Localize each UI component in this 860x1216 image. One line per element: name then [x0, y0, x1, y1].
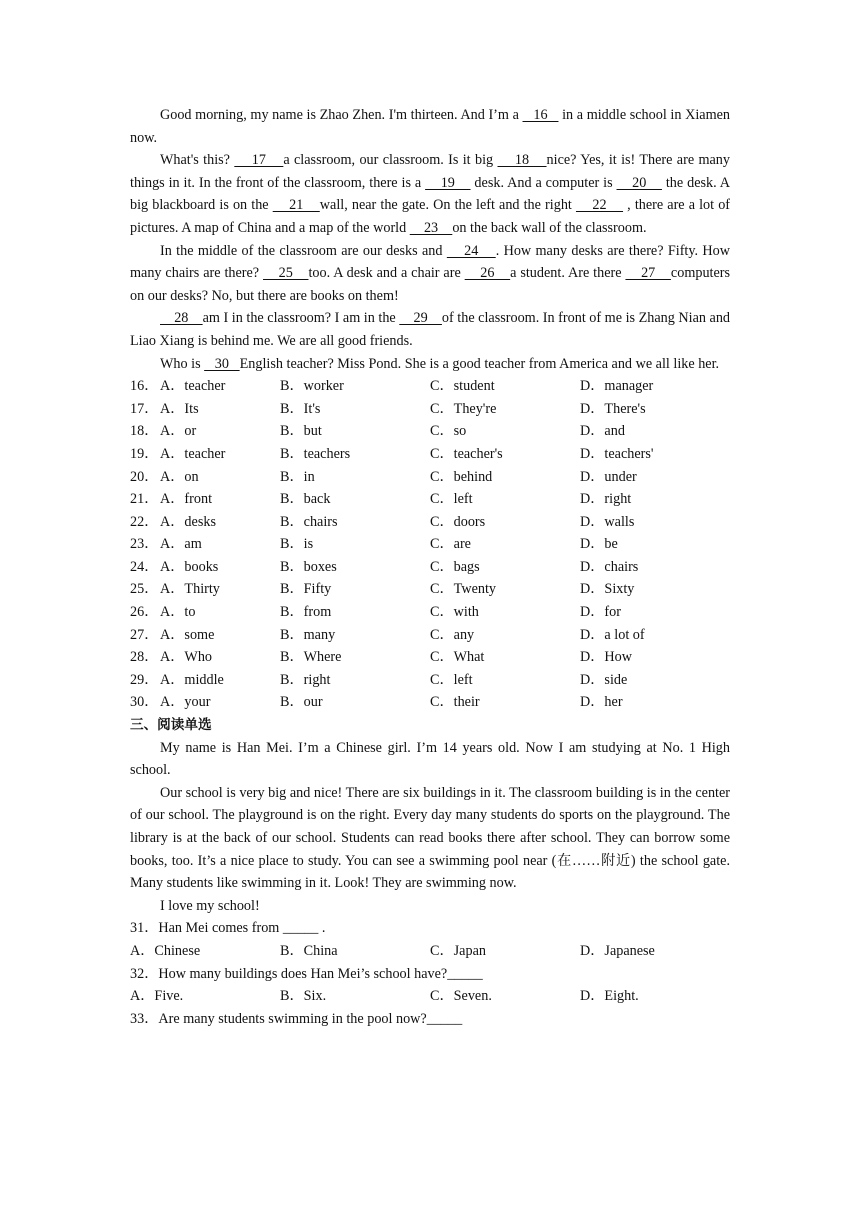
reading-paragraph-1: My name is Han Mei. I’m a Chinese girl. I’m 14 years old. Now I am studying at No. 1 High school. — [130, 739, 730, 779]
option-b[interactable]: B．worker — [280, 378, 344, 395]
option-a[interactable]: A．on — [160, 468, 199, 485]
blank-26: 26 — [464, 265, 511, 282]
blank-24: 24 — [446, 242, 496, 259]
option-b[interactable]: B．from — [280, 604, 332, 621]
blank-30: 30 — [204, 355, 240, 372]
cloze-question-row — [130, 511, 730, 534]
option-c[interactable]: C．are — [430, 536, 471, 553]
cloze-question-row — [130, 375, 730, 398]
option-b[interactable]: B．chairs — [280, 513, 338, 530]
option-c[interactable]: C．so — [430, 423, 467, 440]
worksheet-page — [130, 104, 730, 1030]
cloze-question-row — [130, 646, 730, 669]
option-c[interactable]: C．their — [430, 694, 480, 711]
question-number: 20． — [130, 468, 159, 485]
option-a[interactable]: A．teacher — [160, 445, 226, 462]
blank-25: 25 — [263, 265, 309, 282]
question-number: 25． — [130, 581, 159, 598]
cloze-question-row — [130, 420, 730, 443]
option-d[interactable]: D．under — [580, 468, 637, 485]
option-b[interactable]: B．Six. — [280, 988, 327, 1005]
question-32-options — [130, 985, 730, 1008]
option-c[interactable]: C．student — [430, 378, 495, 395]
option-c[interactable]: C．behind — [430, 468, 493, 485]
question-number: 26． — [130, 604, 159, 621]
option-a[interactable]: A．books — [160, 558, 219, 575]
question-number: 24． — [130, 558, 159, 575]
option-c[interactable]: C．bags — [430, 558, 480, 575]
cloze-question-row — [130, 556, 730, 579]
cloze-question-row — [130, 533, 730, 556]
question-number: 16． — [130, 378, 159, 395]
option-c[interactable]: C．Seven. — [430, 988, 492, 1005]
option-a[interactable]: A．desks — [160, 513, 216, 530]
blank-27: 27 — [625, 265, 671, 282]
question-31-stem: 31．Han Mei comes from _____ . — [130, 920, 326, 937]
option-a[interactable]: A．Its — [160, 400, 199, 417]
cloze-question-row — [130, 601, 730, 624]
option-c[interactable]: C．What — [430, 649, 485, 666]
question-number: 21． — [130, 491, 159, 508]
question-number: 30． — [130, 694, 159, 711]
option-d[interactable]: D．teachers' — [580, 445, 654, 462]
option-c[interactable]: C．left — [430, 491, 473, 508]
blank-23: 23 — [409, 219, 453, 236]
question-32-stem: 32．How many buildings does Han Mei’s school have?_____ — [130, 965, 483, 982]
question-number: 27． — [130, 626, 159, 643]
option-a[interactable]: A．Thirty — [160, 581, 220, 598]
blank-18: 18 — [497, 152, 547, 169]
option-c[interactable]: C．Japan — [430, 942, 486, 959]
question-number: 17． — [130, 400, 159, 417]
section-title: 三、阅读单选 — [130, 717, 212, 734]
blank-21: 21 — [272, 197, 320, 214]
cloze-question-row — [130, 669, 730, 692]
cloze-paragraph-2: What's this? 17 a classroom, our classroom. Is it big 18 nice? Yes, it is! There are many things in it. In the front of the classroom, there is a 19 desk. And a computer is 20 the desk. A big blackboard is on the 21 wall, near the gate. On the left and the right 22 , there are a lot of pictures. A map of China and a map of the world 23 on the back wall of the classroom. — [130, 152, 731, 236]
option-c[interactable]: C．Twenty — [430, 581, 496, 598]
reading-paragraph-3: I love my school! — [160, 897, 260, 914]
option-b[interactable]: B．but — [280, 423, 322, 440]
option-c[interactable]: C．They're — [430, 400, 497, 417]
option-d[interactable]: D．right — [580, 491, 632, 508]
option-a[interactable]: A．am — [160, 536, 202, 553]
option-a[interactable]: A．front — [160, 491, 213, 508]
cloze-question-list — [130, 375, 730, 714]
cloze-paragraph-4: 28 am I in the classroom? I am in the 29 of the classroom. In front of me is Zhang Nian and Liao Xiang is behind me. We are all good friends. — [130, 310, 731, 349]
option-d[interactable]: D．a lot of — [580, 626, 645, 643]
cloze-question-row — [130, 466, 730, 489]
option-b[interactable]: B．China — [280, 942, 338, 959]
option-d[interactable]: D．Eight. — [580, 988, 639, 1005]
question-number: 18． — [130, 423, 159, 440]
question-number: 22． — [130, 513, 159, 530]
blank-29: 29 — [399, 310, 442, 327]
question-31-options — [130, 940, 730, 963]
option-d[interactable]: D．and — [580, 423, 625, 440]
option-d[interactable]: D．be — [580, 536, 618, 553]
question-number: 19． — [130, 445, 159, 462]
question-33-stem: 33．Are many students swimming in the pool now?_____ — [130, 1010, 463, 1027]
option-b[interactable]: B．teachers — [280, 445, 351, 462]
cloze-question-row — [130, 578, 730, 601]
question-number: 29． — [130, 671, 159, 688]
option-d[interactable]: D．There's — [580, 400, 646, 417]
option-b[interactable]: B．in — [280, 468, 315, 485]
option-a[interactable]: A．Five. — [130, 988, 184, 1005]
option-b[interactable]: B．many — [280, 626, 336, 643]
option-d[interactable]: D．How — [580, 649, 633, 666]
option-b[interactable]: B．boxes — [280, 558, 337, 575]
option-d[interactable]: D．chairs — [580, 558, 639, 575]
blank-28: 28 — [160, 310, 203, 327]
question-number: 23． — [130, 536, 159, 553]
option-a[interactable]: A．your — [160, 694, 211, 711]
option-b[interactable]: B．is — [280, 536, 314, 553]
cloze-paragraph-5: Who is 30 English teacher? Miss Pond. She is a good teacher from America and we all like her. — [160, 355, 720, 372]
cloze-question-row — [130, 443, 730, 466]
option-a[interactable]: A．or — [160, 423, 197, 440]
option-c[interactable]: C．teacher's — [430, 445, 503, 462]
option-b[interactable]: B．It's — [280, 400, 321, 417]
option-b[interactable]: B．right — [280, 671, 331, 688]
cloze-question-row — [130, 398, 730, 421]
option-c[interactable]: C．with — [430, 604, 479, 621]
cloze-paragraph-1: Good morning, my name is Zhao Zhen. I'm thirteen. And I’m a 16 in a middle school in Xiamen now. — [130, 107, 730, 146]
option-d[interactable]: D．for — [580, 604, 621, 621]
blank-22: 22 — [575, 197, 624, 214]
blank-17: 17 — [234, 152, 284, 169]
option-a[interactable]: A．Chinese — [130, 942, 201, 959]
option-a[interactable]: A．teacher — [160, 378, 226, 395]
blank-20: 20 — [616, 174, 662, 191]
blank-16: 16 — [522, 107, 559, 123]
option-d[interactable]: D．manager — [580, 378, 654, 395]
option-d[interactable]: D．her — [580, 694, 623, 711]
blank-19: 19 — [425, 174, 471, 191]
option-a[interactable]: A．to — [160, 604, 196, 621]
option-b[interactable]: B．Fifty — [280, 581, 332, 598]
option-b[interactable]: B．Where — [280, 649, 342, 666]
option-d[interactable]: D．walls — [580, 513, 635, 530]
cloze-paragraph-3: In the middle of the classroom are our desks and 24 . How many desks are there? Fifty. How many chairs are there? 25 too. A desk and a chair are 26 a student. Are there 27 computers on our desks? No, but there are books on them! — [130, 242, 731, 304]
option-b[interactable]: B．our — [280, 694, 323, 711]
reading-paragraph-2: Our school is very big and nice! There are six buildings in it. The classroom building is in the center of our school. The playground is on the right. Every day many students do sports on the playground. The library is at the back of our school. Students can read books there after school. They can borrow some books, too. It’s a nice place to study. You can see a swimming pool near (在……附近) the school gate. Many students like swimming in it. Look! They are swimming now. — [130, 784, 730, 892]
option-a[interactable]: A．Who — [160, 649, 213, 666]
option-a[interactable]: A．middle — [160, 671, 224, 688]
cloze-question-row — [130, 488, 730, 511]
cloze-question-row — [130, 624, 730, 647]
option-c[interactable]: C．doors — [430, 513, 486, 530]
option-a[interactable]: A．some — [160, 626, 215, 643]
option-c[interactable]: C．left — [430, 671, 473, 688]
option-d[interactable]: D．Japanese — [580, 942, 655, 959]
option-d[interactable]: D．side — [580, 671, 628, 688]
question-number: 28． — [130, 649, 159, 666]
option-d[interactable]: D．Sixty — [580, 581, 635, 598]
option-c[interactable]: C．any — [430, 626, 475, 643]
option-b[interactable]: B．back — [280, 491, 331, 508]
cloze-question-row — [130, 691, 730, 714]
